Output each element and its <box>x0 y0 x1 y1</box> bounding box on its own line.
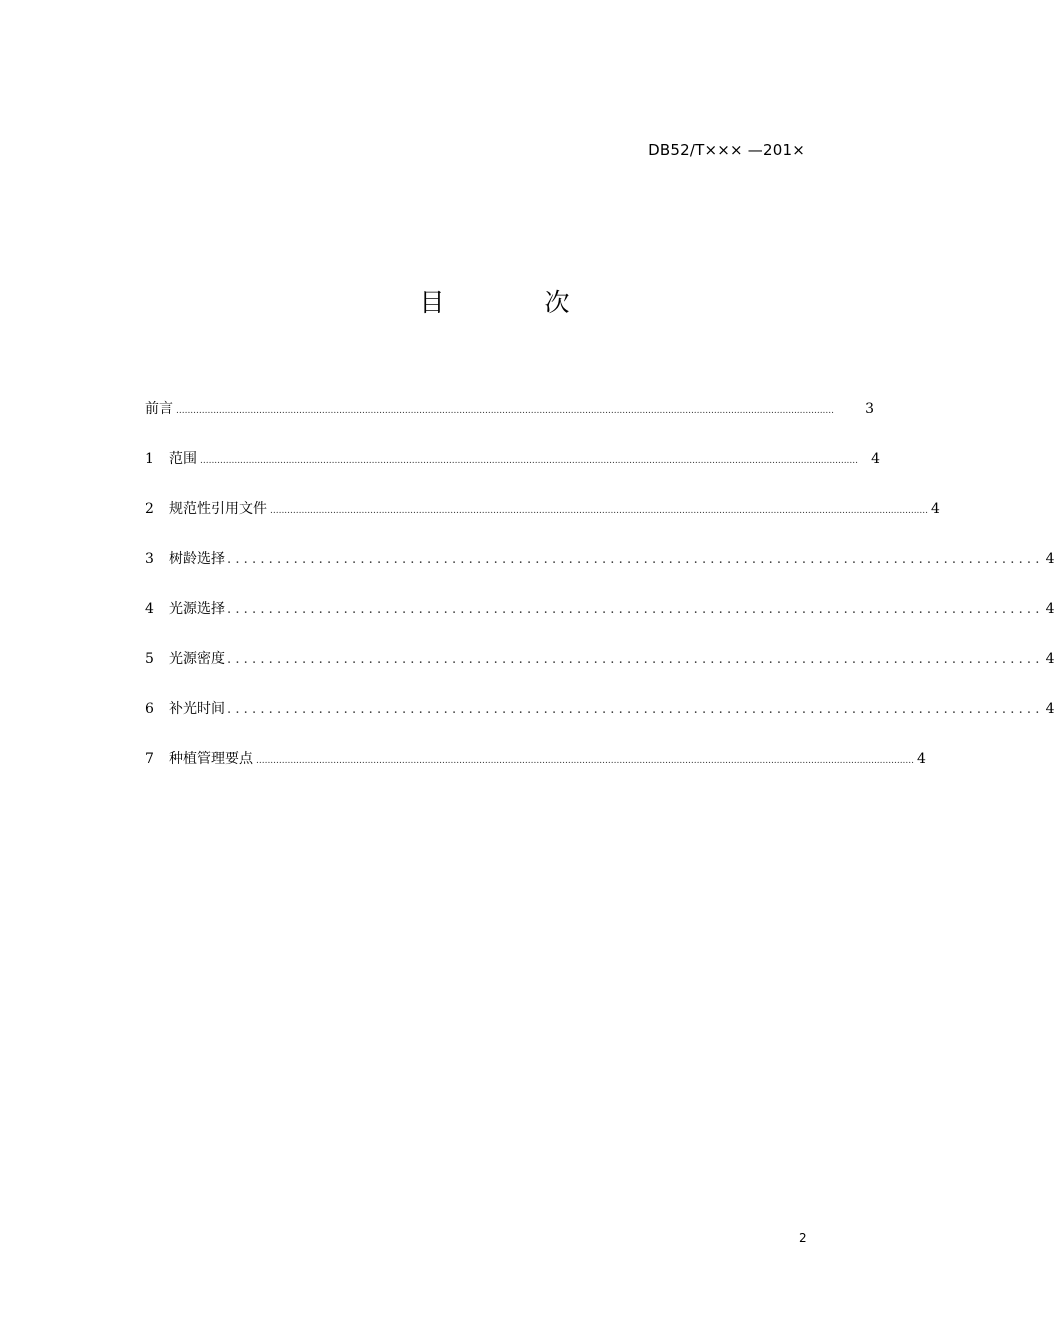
toc-entry-normative-references[interactable] <box>145 498 940 548</box>
toc-entry-number: 4 <box>145 601 154 617</box>
toc-leader-dots: ...................................................................................................................................................................................................................................... <box>200 456 858 466</box>
toc-page-number: 4 <box>1045 651 1055 667</box>
toc-leader-dots: .................................................................................................. <box>227 552 1044 567</box>
toc-page-number: 4 <box>931 501 940 517</box>
toc-page-number: 3 <box>865 401 874 417</box>
toc-title: 目 次 <box>419 288 616 317</box>
toc-entry-number: 5 <box>145 651 154 667</box>
toc-entry-label: 范围 <box>169 451 197 467</box>
toc-entry-label: 光源选择 <box>169 601 225 617</box>
toc-leader-dots: ...................................................................................................................................................................................................................................... <box>270 506 928 516</box>
toc-leader-dots: .................................................................................................. <box>227 652 1044 667</box>
toc-page-number: 4 <box>1045 701 1055 717</box>
toc-entry-lighting-time[interactable] <box>145 698 1055 748</box>
toc-leader-dots: .................................................................................................. <box>227 702 1044 717</box>
toc-entry-scope[interactable] <box>145 448 880 498</box>
toc-entry-number: 2 <box>145 501 154 517</box>
toc-entry-tree-age[interactable] <box>145 548 1055 598</box>
toc-entry-planting-management[interactable] <box>145 748 926 798</box>
toc-entry-number: 7 <box>145 751 154 767</box>
toc-entry-light-source[interactable] <box>145 598 1055 648</box>
toc-entry-light-density[interactable] <box>145 648 1055 698</box>
toc-page-number: 4 <box>1045 601 1055 617</box>
toc-entry-foreword[interactable] <box>145 398 880 448</box>
toc-page-number: 4 <box>871 451 880 467</box>
toc-entry-number: 1 <box>145 451 154 467</box>
toc-entry-label: 种植管理要点 <box>169 751 253 767</box>
toc-entry-label: 补光时间 <box>169 701 225 717</box>
page-number: 2 <box>799 1231 807 1245</box>
toc-leader-dots: ...................................................................................................................................................................................................................................... <box>176 406 834 416</box>
toc-entry-label: 树龄选择 <box>169 551 225 567</box>
toc-entry-label: 前言 <box>145 401 173 417</box>
toc-entry-number: 3 <box>145 551 154 567</box>
toc-page-number: 4 <box>917 751 926 767</box>
toc-entry-label: 规范性引用文件 <box>169 501 267 517</box>
document-code: DB52/T××× —201× <box>648 141 805 159</box>
toc-entry-number: 6 <box>145 701 154 717</box>
toc-leader-dots: ...................................................................................................................................................................................................................................... <box>256 756 914 766</box>
toc-leader-dots: .................................................................................................. <box>227 602 1044 617</box>
toc-entry-label: 光源密度 <box>169 651 225 667</box>
toc-page-number: 4 <box>1045 551 1055 567</box>
table-of-contents <box>145 398 1055 798</box>
